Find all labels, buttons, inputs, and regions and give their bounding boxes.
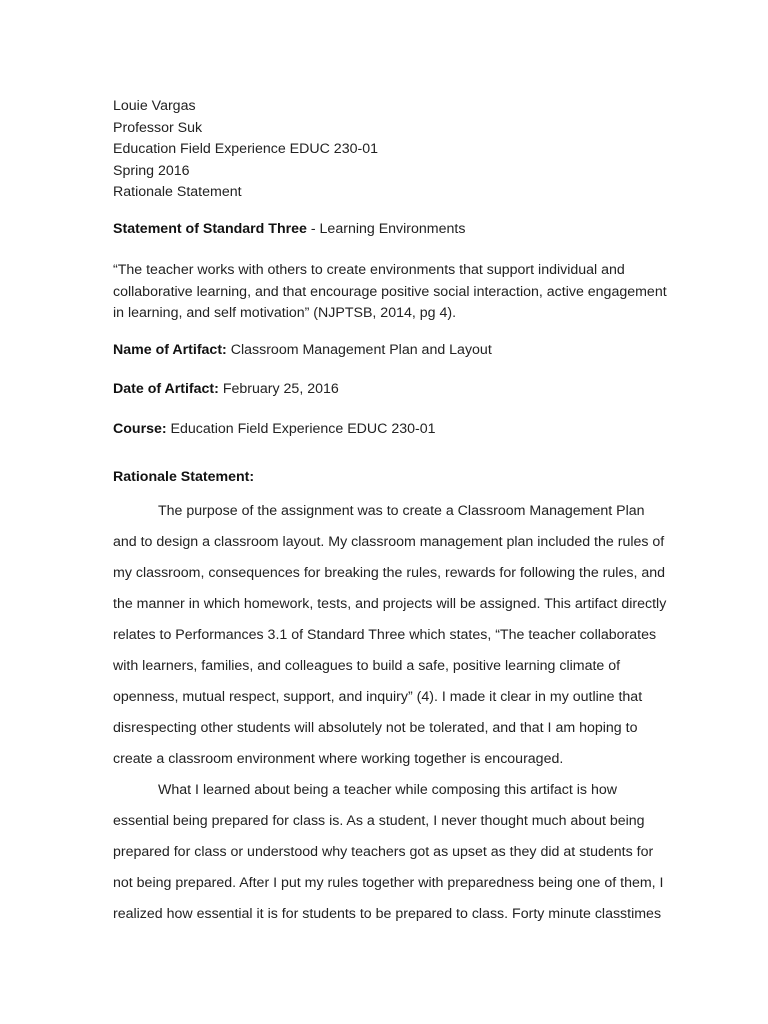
paragraph-line: The purpose of the assignment was to create a Classroom Management Plan bbox=[158, 503, 645, 519]
artifact-date-label: Date of Artifact: bbox=[113, 381, 219, 397]
quote-line: in learning, and self motivation” (NJPTSB, 2014, pg 4). bbox=[113, 305, 457, 321]
paragraph-line: relates to Performances 3.1 of Standard Three which states, “The teacher collaborates bbox=[113, 627, 657, 643]
paragraph-line: and to design a classroom layout. My classroom management plan included the rules of bbox=[113, 534, 665, 550]
quote-line: collaborative learning, and that encourage positive social interaction, active engagement bbox=[113, 283, 667, 300]
author-name: Louie Vargas bbox=[113, 98, 196, 114]
artifact-course-label: Course: bbox=[113, 421, 167, 437]
paragraph-line: not being prepared. After I put my rules together with preparedness being one of them, I bbox=[113, 875, 664, 891]
professor-name: Professor Suk bbox=[113, 119, 203, 136]
artifact-course-value: Education Field Experience EDUC 230-01 bbox=[166, 421, 436, 437]
term: Spring 2016 bbox=[113, 162, 190, 179]
standard-statement bbox=[113, 221, 465, 237]
artifact-date-value: February 25, 2016 bbox=[218, 381, 339, 397]
paragraph-line: my classroom, consequences for breaking the rules, rewards for following the rules, and bbox=[113, 565, 666, 581]
artifact-name-value: Classroom Management Plan and Layout bbox=[226, 342, 492, 358]
quote-line: “The teacher works with others to create environments that support individual and bbox=[113, 262, 625, 278]
paragraph-line: prepared for class or understood why teachers got as upset as they did at students for bbox=[113, 844, 654, 860]
paragraph-line: create a classroom environment where working together is encouraged. bbox=[113, 751, 564, 767]
standard-quote bbox=[113, 260, 673, 325]
artifact-course bbox=[113, 421, 436, 437]
standard-label: Statement of Standard Three bbox=[113, 221, 307, 237]
artifact-date bbox=[113, 381, 339, 397]
standard-rest: - Learning Environments bbox=[306, 221, 466, 237]
rationale-heading: Rationale Statement: bbox=[113, 469, 255, 485]
paragraph-line: with learners, families, and colleagues to build a safe, positive learning climate of bbox=[113, 658, 621, 674]
artifact-name-label: Name of Artifact: bbox=[113, 342, 227, 358]
course-name: Education Field Experience EDUC 230-01 bbox=[113, 141, 378, 157]
paragraph-line: realized how essential it is for students to be prepared to class. Forty minute classtimes bbox=[113, 906, 662, 922]
paragraph-line: the manner in which homework, tests, and projects will be assigned. This artifact directly bbox=[113, 596, 667, 612]
document-type: Rationale Statement bbox=[113, 184, 242, 200]
artifact-name bbox=[113, 342, 492, 358]
header-block bbox=[113, 96, 378, 204]
paragraph-line: openness, mutual respect, support, and inquiry” (4). I made it clear in my outline that bbox=[113, 689, 643, 705]
paragraph-line: essential being prepared for class is. As a student, I never thought much about being bbox=[113, 813, 645, 829]
paragraph-line: What I learned about being a teacher while composing this artifact is how bbox=[158, 782, 617, 798]
paragraph-line: disrespecting other students will absolutely not be tolerated, and that I am hoping to bbox=[113, 720, 638, 736]
rationale-body bbox=[113, 496, 673, 930]
